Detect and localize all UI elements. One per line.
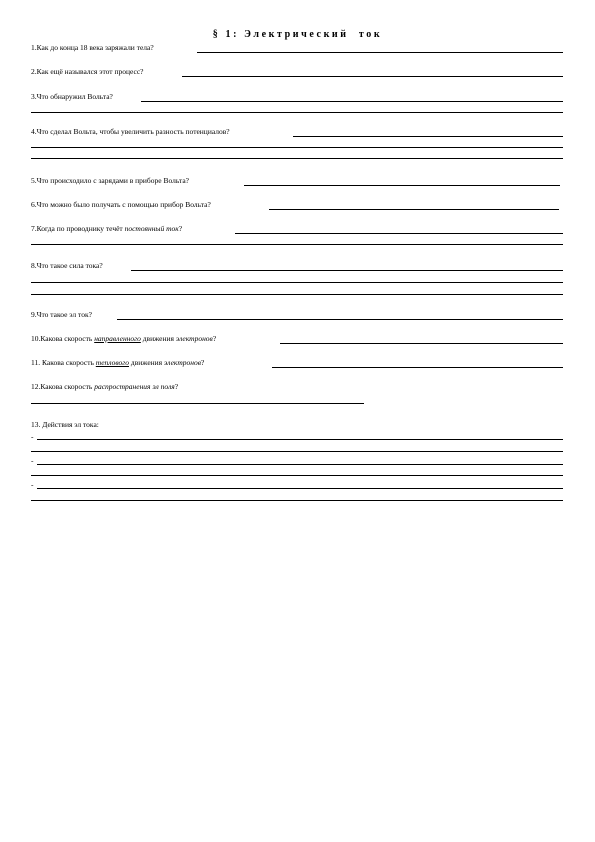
question-10-emphasis: направленного bbox=[94, 334, 141, 343]
answer-line[interactable] bbox=[272, 367, 563, 368]
question-7-emphasis: постоянный ток bbox=[124, 224, 179, 233]
question-2-text: 2.Как ещё назывался этот процесс? bbox=[31, 67, 144, 76]
answer-line[interactable] bbox=[31, 294, 563, 295]
question-8-text: 8.Что такое сила тока? bbox=[31, 261, 103, 270]
answer-line[interactable] bbox=[235, 233, 563, 234]
question-7 bbox=[31, 224, 182, 233]
question-10 bbox=[31, 334, 216, 343]
answer-line[interactable] bbox=[269, 209, 559, 210]
answer-line[interactable] bbox=[244, 185, 560, 186]
question-10-end: ? bbox=[212, 334, 217, 343]
page-title: § 1: Электрический ток bbox=[212, 29, 383, 40]
question-11-emphasis-2: электронов bbox=[164, 358, 201, 367]
question-8 bbox=[31, 261, 103, 270]
question-13 bbox=[31, 420, 99, 429]
answer-line[interactable] bbox=[37, 439, 563, 440]
question-10-emphasis-2: электронов bbox=[175, 334, 213, 343]
question-12 bbox=[31, 382, 178, 391]
question-10-middle: движения bbox=[140, 334, 176, 343]
question-2 bbox=[31, 67, 144, 76]
answer-line[interactable] bbox=[31, 451, 563, 452]
question-9-text: 9.Что такое эл ток? bbox=[31, 310, 92, 319]
answer-line[interactable] bbox=[280, 343, 563, 344]
question-9 bbox=[31, 310, 92, 319]
question-7-end: ? bbox=[178, 224, 183, 233]
answer-line[interactable] bbox=[293, 136, 563, 137]
question-5-text: 5.Что происходило с зарядами в приборе Вольта? bbox=[31, 176, 190, 185]
answer-line[interactable] bbox=[117, 319, 563, 320]
answer-line[interactable] bbox=[31, 147, 563, 148]
question-6-text: 6.Что можно было получать с помощью прибор Вольта? bbox=[31, 200, 211, 209]
question-1-text: 1.Как до конца 18 века заряжали тела? bbox=[31, 43, 154, 52]
question-11 bbox=[31, 358, 204, 367]
question-11-text: 11. Какова скорость bbox=[31, 358, 96, 367]
list-dash: - bbox=[31, 480, 34, 489]
question-11-end: ? bbox=[200, 358, 205, 367]
answer-line[interactable] bbox=[182, 76, 563, 77]
question-4-text: 4.Что сделал Вольта, чтобы увеличить разность потенциалов? bbox=[31, 127, 230, 136]
question-5 bbox=[31, 176, 189, 185]
answer-line[interactable] bbox=[37, 488, 563, 489]
answer-line[interactable] bbox=[31, 282, 563, 283]
question-6 bbox=[31, 200, 211, 209]
question-12-text: 12.Какова скорость bbox=[31, 382, 95, 391]
answer-line[interactable] bbox=[31, 244, 563, 245]
question-11-middle: движения bbox=[129, 358, 165, 367]
answer-line[interactable] bbox=[31, 475, 563, 476]
list-dash: - bbox=[31, 456, 34, 465]
answer-line[interactable] bbox=[197, 52, 563, 53]
answer-line[interactable] bbox=[131, 270, 563, 271]
question-12-emphasis: распространения эл поля bbox=[94, 382, 175, 391]
question-12-end: ? bbox=[174, 382, 179, 391]
list-dash: - bbox=[31, 432, 34, 441]
question-4 bbox=[31, 127, 230, 136]
answer-line[interactable] bbox=[31, 403, 364, 404]
answer-line[interactable] bbox=[31, 158, 563, 159]
question-11-emphasis: теплового bbox=[95, 358, 129, 367]
answer-line[interactable] bbox=[31, 112, 563, 113]
question-13-text: 13. Действия эл тока: bbox=[31, 420, 99, 429]
question-10-text: 10.Какова скорость bbox=[31, 334, 95, 343]
answer-line[interactable] bbox=[31, 500, 563, 501]
answer-line[interactable] bbox=[141, 101, 563, 102]
question-3-text: 3.Что обнаружил Вольта? bbox=[31, 92, 113, 101]
question-7-text: 7.Когда по проводнику течёт bbox=[31, 224, 125, 233]
question-3 bbox=[31, 92, 113, 101]
answer-line[interactable] bbox=[37, 464, 563, 465]
question-1 bbox=[31, 43, 154, 52]
